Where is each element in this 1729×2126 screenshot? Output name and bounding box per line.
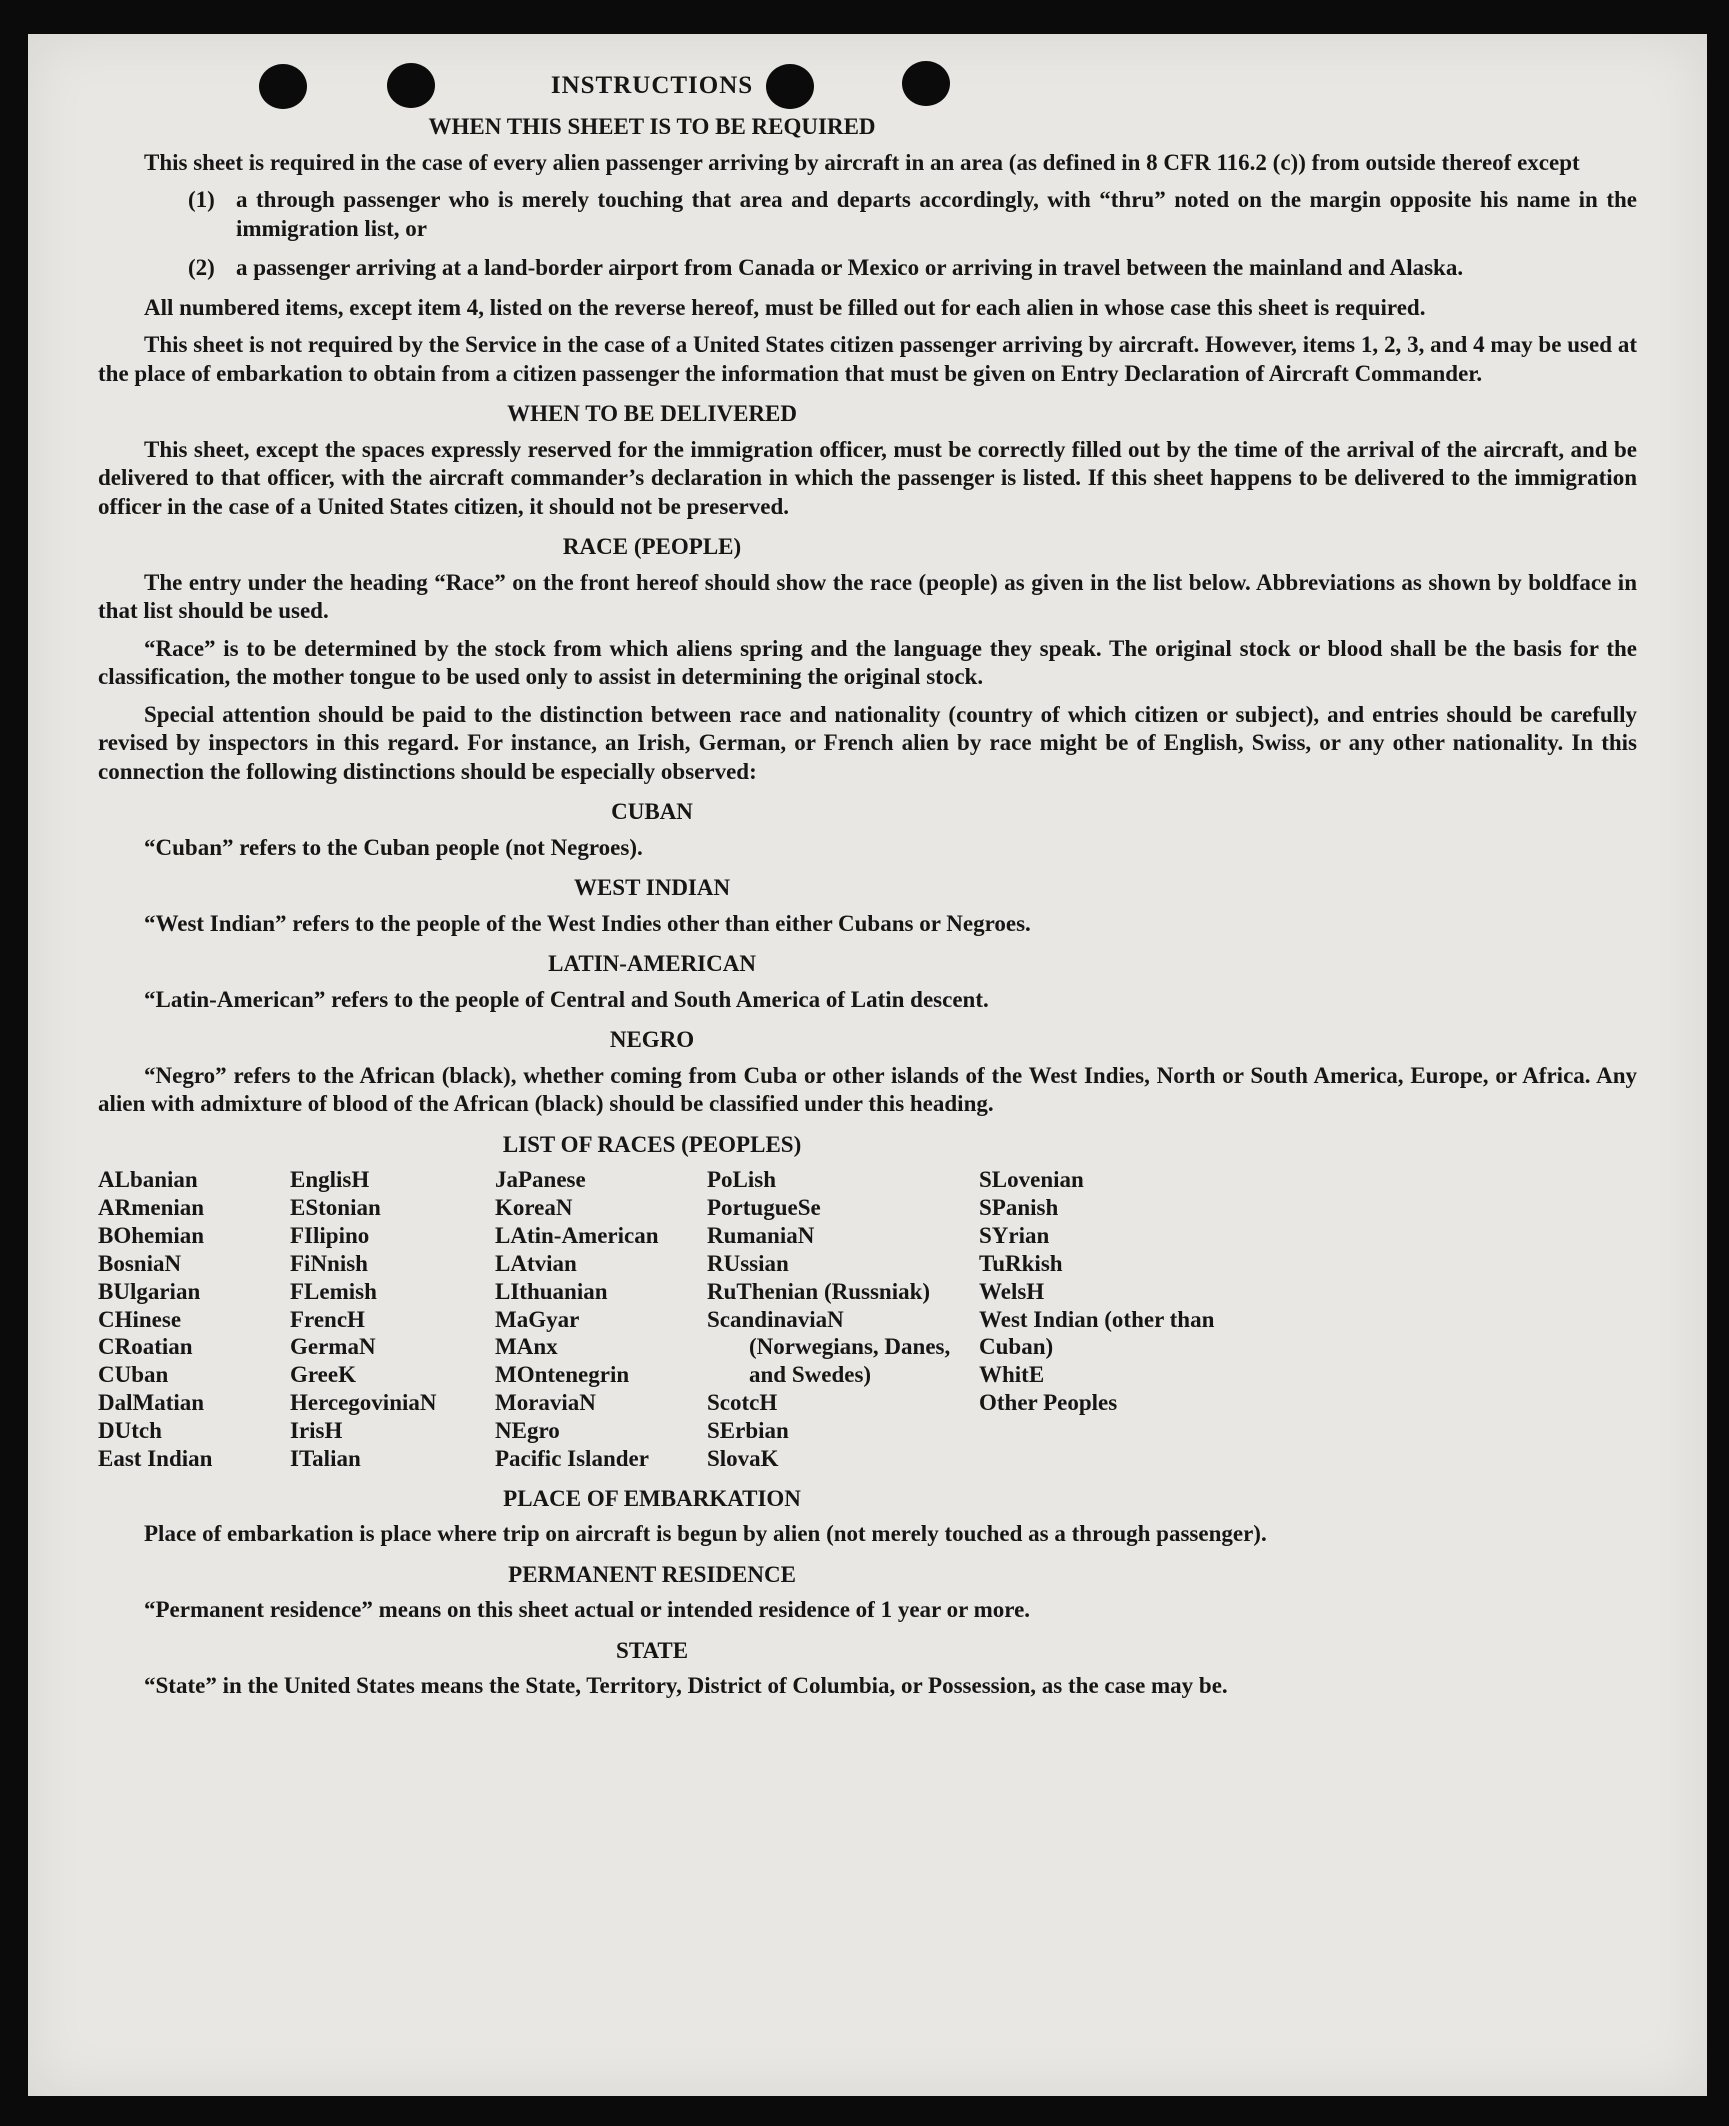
race-item: IrisH xyxy=(290,1417,343,1443)
race-item: Pacific Islander xyxy=(495,1445,649,1471)
race-list xyxy=(98,1166,1637,1472)
paragraph: The entry under the heading “Race” on the front hereof should show the race (people) as given in the list below. Abbreviations as shown by boldface in that list should be used. xyxy=(98,569,1637,624)
sheet-content xyxy=(28,34,1707,1701)
race-item: WelsH xyxy=(979,1278,1045,1304)
race-item: SErbian xyxy=(707,1417,789,1443)
section-when-delivered xyxy=(98,400,1637,521)
race-item: BosniaN xyxy=(98,1250,182,1276)
section-heading-permanent-residence: PERMANENT RESIDENCE xyxy=(508,1561,796,1587)
punch-hole xyxy=(902,61,950,106)
document-sections xyxy=(98,113,1637,1701)
section-heading-place-of-embarkation: PLACE OF EMBARKATION xyxy=(503,1485,801,1511)
race-item: CRoatian xyxy=(98,1334,193,1360)
paragraph: “West Indian” refers to the people of the West Indies other than either Cubans or Negroes. xyxy=(144,910,1031,936)
section-heading-latin-american: LATIN-AMERICAN xyxy=(548,951,756,977)
paragraph: “State” in the United States means the State, Territory, District of Columbia, or Possession, as the case may be. xyxy=(144,1673,1228,1699)
race-item: ScotcH xyxy=(707,1390,778,1416)
section-heading-cuban: CUBAN xyxy=(611,799,693,825)
section-west-indian xyxy=(98,874,1637,938)
section-heading-west-indian: WEST INDIAN xyxy=(573,875,731,901)
punch-hole xyxy=(766,64,814,109)
paragraph: “Race” is to be determined by the stock from which aliens spring and the language they speak. The original stock or blood shall be the basis for the classification, the mother tongue to be used only to assist in determining the original stock. xyxy=(98,635,1637,690)
section-latin-american xyxy=(98,950,1637,1014)
section-list-of-races xyxy=(98,1131,1637,1473)
race-item: LIthuanian xyxy=(495,1278,608,1304)
race-item: WhitE xyxy=(979,1362,1045,1388)
race-item: MaGyar xyxy=(495,1306,580,1332)
paragraph: “Permanent residence” means on this sheet actual or intended residence of 1 year or more. xyxy=(144,1597,1031,1623)
race-item: PoLish xyxy=(707,1167,777,1193)
race-item: CHinese xyxy=(98,1306,182,1332)
race-item: RUssian xyxy=(707,1250,789,1276)
race-item: FiNnish xyxy=(290,1250,368,1276)
race-item: GermaN xyxy=(290,1334,376,1360)
race-item: Other Peoples xyxy=(979,1390,1118,1416)
section-state xyxy=(98,1637,1637,1701)
race-column-4 xyxy=(707,1166,979,1472)
paragraph: All numbered items, except item 4, listed on the reverse hereof, must be filled out for each alien in whose case this sheet is required. xyxy=(144,294,1426,320)
race-item: PortugueSe xyxy=(707,1195,821,1221)
race-column-5 xyxy=(979,1166,1219,1472)
race-item: RuThenian (Russniak) xyxy=(707,1278,931,1304)
paragraph: Place of embarkation is place where trip on aircraft is begun by alien (not merely touched as a through passenger). xyxy=(144,1521,1267,1547)
race-item: ARmenian xyxy=(98,1195,205,1221)
paragraph: This sheet is not required by the Service in the case of a United States citizen passenger arriving by aircraft. However, items 1, 2, 3, and 4 may be used at the place of embarkation to obtain from a citizen passenger the information that must be given on Entry Declaration of Aircraft Commander. xyxy=(98,332,1637,386)
item-text: a through passenger who is merely touching that area and departs accordingly, with “thru” noted on the margin opposite his name in the immigration list, or xyxy=(236,187,1637,241)
race-item: NEgro xyxy=(495,1417,560,1443)
race-item: SYrian xyxy=(979,1223,1050,1249)
race-item: MAnx xyxy=(495,1334,558,1360)
race-item: ScandinaviaN (Norwegians, Danes, and Swedes) xyxy=(707,1306,951,1388)
numbered-item xyxy=(188,186,1637,243)
paragraph: “Cuban” refers to the Cuban people (not Negroes). xyxy=(144,834,643,860)
race-item: LAtvian xyxy=(495,1250,577,1276)
section-negro xyxy=(98,1026,1637,1119)
section-heading-list-of-races: LIST OF RACES (PEOPLES) xyxy=(502,1131,802,1157)
section-heading-negro: NEGRO xyxy=(609,1027,695,1053)
scanned-sheet xyxy=(28,34,1707,2096)
punch-hole xyxy=(387,63,435,108)
page-title: INSTRUCTIONS xyxy=(550,72,754,99)
race-column-1 xyxy=(98,1166,290,1472)
race-column-3 xyxy=(495,1166,707,1472)
race-item: West Indian (other than Cuban) xyxy=(979,1306,1215,1360)
section-heading-state: STATE xyxy=(616,1637,689,1663)
section-when-required xyxy=(98,113,1637,388)
race-item: RumaniaN xyxy=(707,1223,815,1249)
paragraph: Special attention should be paid to the distinction between race and nationality (country of which citizen or subject), and entries should be carefully revised by inspectors in this regard. For instance, an Irish, German, or French alien by race might be of English, Swiss, or any other nationality. In this connection the following distinctions should be especially observed: xyxy=(98,701,1637,784)
race-item: EnglisH xyxy=(290,1167,370,1193)
paragraph: This sheet, except the spaces expressly reserved for the immigration officer, must be correctly filled out by the time of the arrival of the aircraft, and be delivered to that officer, with the aircraft commander’s declaration in which the passenger is listed. If this sheet happens to be delivered to the immigration officer in the case of a United States citizen, it should not be preserved. xyxy=(98,436,1637,519)
item-text: a passenger arriving at a land-border airport from Canada or Mexico or arriving in travel between the mainland and Alaska. xyxy=(236,255,1464,281)
paragraph: This sheet is required in the case of every alien passenger arriving by aircraft in an area (as defined in 8 CFR 116.2 (c)) from outside thereof except xyxy=(144,149,1580,175)
race-item: EStonian xyxy=(290,1195,381,1221)
race-item: SlovaK xyxy=(707,1445,779,1471)
race-item: SPanish xyxy=(979,1195,1059,1221)
race-item: MOntenegrin xyxy=(495,1362,630,1388)
race-item: BOhemian xyxy=(98,1223,205,1249)
race-item: JaPanese xyxy=(495,1167,586,1193)
race-item: LAtin-American xyxy=(495,1223,659,1249)
race-item: TuRkish xyxy=(979,1250,1063,1276)
section-heading-when-delivered: WHEN TO BE DELIVERED xyxy=(507,401,797,427)
section-heading-when-required: WHEN THIS SHEET IS TO BE REQUIRED xyxy=(428,114,876,139)
numbered-item xyxy=(188,254,1637,283)
race-item: BUlgarian xyxy=(98,1278,201,1304)
race-item: MoraviaN xyxy=(495,1390,596,1416)
race-item: ALbanian xyxy=(98,1167,198,1193)
section-race-people xyxy=(98,533,1637,786)
punch-hole xyxy=(259,64,307,109)
item-number: (2) xyxy=(188,255,215,281)
section-cuban xyxy=(98,798,1637,862)
race-item: FIlipino xyxy=(290,1223,370,1249)
race-item: DUtch xyxy=(98,1417,162,1443)
race-item: East Indian xyxy=(98,1445,213,1471)
paragraph: “Negro” refers to the African (black), whether coming from Cuba or other islands of the West Indies, North or South America, Europe, or Africa. Any alien with admixture of blood of the African (black) should be classified under this heading. xyxy=(98,1062,1637,1117)
race-item: DalMatian xyxy=(98,1390,205,1416)
race-item: HercegoviniaN xyxy=(290,1390,437,1416)
race-item: GreeK xyxy=(290,1362,356,1388)
race-item: ITalian xyxy=(290,1445,361,1471)
paragraph: “Latin-American” refers to the people of Central and South America of Latin descent. xyxy=(144,986,989,1012)
section-place-of-embarkation xyxy=(98,1485,1637,1549)
race-item: KoreaN xyxy=(495,1195,573,1221)
section-heading-race-people: RACE (PEOPLE) xyxy=(562,534,742,560)
section-permanent-residence xyxy=(98,1561,1637,1625)
race-item: FrencH xyxy=(290,1306,365,1332)
race-column-2 xyxy=(290,1166,495,1472)
race-item: SLovenian xyxy=(979,1167,1084,1193)
item-number: (1) xyxy=(188,187,215,213)
race-item: FLemish xyxy=(290,1278,377,1304)
race-item: CUban xyxy=(98,1362,169,1388)
